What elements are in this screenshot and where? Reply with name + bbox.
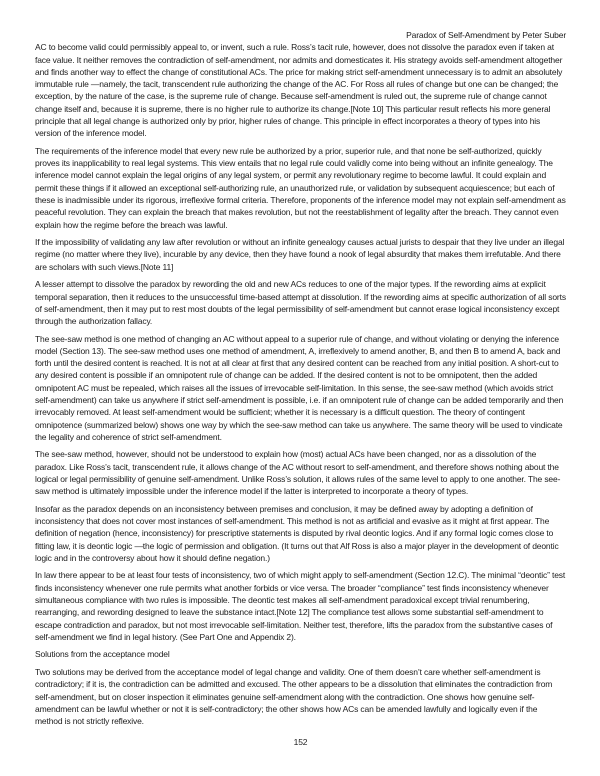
paragraph: If the impossibility of validating any law after revolution or without an infinite genealogy causes actual jurists to despair that they live under an illegal regime (no matter where they live), incurable by any device, then they have found a nook of legal absurdity that makes them irrefutable. And there are scholars with such views.[Note 11] bbox=[35, 237, 565, 272]
paragraph: A lesser attempt to dissolve the paradox by rewording the old and new ACs reduces to one of the major types. If the rewording aims at explicit temporal separation, then it reduces to the unsuccessful time-based attempt at dissolution. If the rewording aims at specific authorization of all sorts of self-amendment, then it may put to rest most doubts of the legal permissibility of self-amendment but cannot erase logical inconsistency except through the authorization fallacy. bbox=[35, 279, 566, 327]
section-heading: Solutions from the acceptance model bbox=[35, 649, 170, 660]
paragraph: The see-saw method, however, should not be understood to explain how (most) actual ACs have been changed, nor as a dissolution of the paradox. Like Ross’s tacit, transcendent rule, it allows change of the AC without resort to self-amendment, and therefore shows nothing about the logical or legal permissibility of genuine self-amendment. Unlike Ross’s solution, it allows rules of the same level to apply to one another. The see-saw method is ultimately impossible under the inference model if the latter is interpreted to incorporate a theory of types. bbox=[35, 449, 561, 497]
paragraph: Two solutions may be derived from the acceptance model of legal change and validity. One of them doesn’t care whether self-amendment is contradictory; if it is, the contradiction can be admitted and excused. The other appears to be a dissolution that eliminates the contradiction from self-amendment, but on closer inspection it eliminates genuine self-amendment along with the contradiction. One shows how genuine self-amendment can be lawful whether or not it is self-contradictory; the other shows how ACs can be amended lawfully and logically even if the method is not strictly reflexive. bbox=[35, 666, 553, 727]
page-body bbox=[35, 41, 566, 727]
running-head: Paradox of Self-Amendment by Peter Suber bbox=[406, 30, 566, 40]
paragraph: The requirements of the inference model that every new rule be authorized by a prior, superior rule, and that none be self-authorized, quickly proves its inapplicability to real legal systems. This view entails that no legal rule could validly come into being without an infinite genealogy. The inference model cannot explain the legal origins of any legal system, or permit any revolutionary regime to become lawful. It could explain and permit these things if it allowed an exceptional self-authorizing rule, an unauthorized rule, or validation by subsequent acquiescence; but each of these is inadmissible under its rigorous, irreflexive formal criteria. Therefore, proponents of the inference model may not explain self-amendment as peaceful revolution. They can explain the breach that makes revolution, but not the reestablishment of legality after the breach. They cannot even explain how the regime before the breach was lawful. bbox=[35, 145, 566, 230]
paragraph: In law there appear to be at least four tests of inconsistency, two of which might apply to self-amendment (Section 12.C). The minimal “deontic” test finds inconsistency whenever one rule permits what another forbids or vice versa. The broader “compliance” test finds inconsistency whenever simultaneous compliance with two rules is impossible. The deontic test makes all self-amendment paradoxical except trivial renumbering, rearranging, and rewording designed to leave the substance intact.[Note 12] The compliance test allows some substantial self-amendment to escape contradiction and paradox, but not most irrevocable self-limitation. Neither test, therefore, lifts the paradox from the substantive cases of self-amendment we find in legal history. (See Part One and Appendix 2). bbox=[35, 570, 566, 642]
paragraph: Insofar as the paradox depends on an inconsistency between premises and conclusion, it may be defined away by adopting a definition of inconsistency that does not cover most instances of self-amendment. This method is not as artificial and evasive as it might at first appear. The definition of negation (hence, inconsistency) for prescriptive statements is disputed by rival deontic logics. And if any formal logic comes close to fitting law, it is deontic logic —the logic of permission and obligation. (It turns out that Alf Ross is also a major player in the development of deontic logic and in the controversy about how it should define negation.) bbox=[35, 503, 559, 563]
paragraph: AC to become valid could permissibly appeal to, or invent, such a rule. Ross’s tacit rule, however, does not dissolve the paradox even if taken at face value. It neither removes the contradiction of self-amendment, nor admits and domesticates it. His strategy avoids self-amendment altogether and finds another way to effect the change of constitutional ACs. The price for making strict self-amendment unnecessary is to admit an absolutely immutable rule —namely, the tacit, transcendent rule authorizing the change of the AC. For Ross all rules of change but one can be changed; the exception, by the nature of the case, is the supreme rule of change. Because self-amendment is ruled out, the supreme rule of change cannot change itself and, because it is supreme, there is no higher rule to authorize its change.[Note 10] This particular result reflects his more general principle that all legal change is authorized only by prior, higher rules of change. This principle in effect incorporates a theory of types into his version of the inference model. bbox=[35, 42, 563, 139]
page-number: 152 bbox=[293, 737, 308, 748]
paragraph: The see-saw method is one method of changing an AC without appeal to a superior rule of change, and without violating or denying the inference model (Section 13). The see-saw method uses one method of amendment, A, irreflexively to amend another, B, and then B to amend A, back and forth until the desired content is reached. It is not at all clear at first that any desired content can be reached from any initial position. A short-cut to any desired content is possible if an omnipotent rule of change can be added. If the desired content is not to be omnipotent, then the added omnipotent AC must be repealed, which raises all the issues of irrevocable self-limitation. In this sense, the see-saw method (which avoids strict self-amendment) can take us anywhere if strict self-amendment is possible, i.e. if an omnipotent rule of change can be added temporarily and then irrevocably removed. At least self-amendment would be sufficient; whether it is necessary is a difficult question. The theory of contingent omnipotence (summarized below) shows one way by which the see-saw method can take us anywhere. The same theory will be used to vindicate the legality and coherence of strict self-amendment. bbox=[35, 333, 564, 442]
